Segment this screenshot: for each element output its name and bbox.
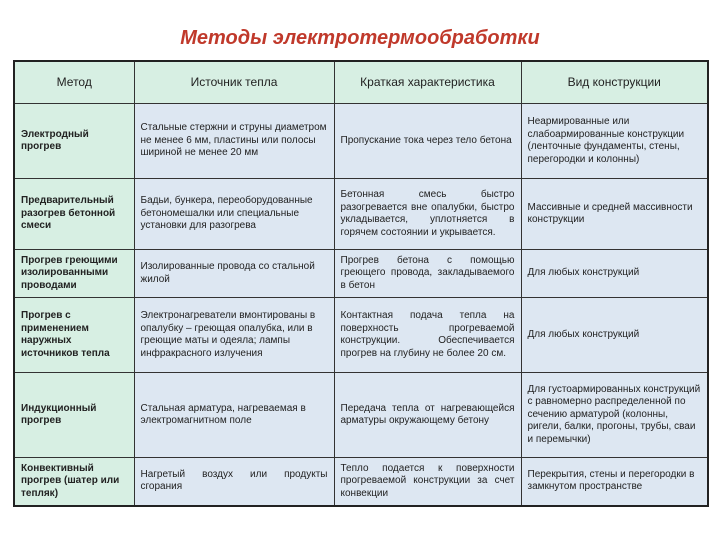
table-row [14, 179, 708, 250]
cell-method: Прогрев греющими изолированными проводами [14, 250, 134, 298]
cell-source: Изолированные провода со стальной жилой [134, 250, 334, 298]
header-source: Источник тепла [134, 61, 334, 104]
cell-method: Индукционный прогрев [14, 373, 134, 458]
cell-source: Нагретый воздух или продукты сгорания [134, 458, 334, 506]
header-method: Метод [14, 61, 134, 104]
cell-description: Тепло подается к поверхности прогреваемой конструкции за счет конвекции [334, 458, 521, 506]
cell-method: Конвективный прогрев (шатер или тепляк) [14, 458, 134, 506]
cell-construction: Для густоармированных конструкций с равномерно распределенной по сечению арматурой (колонны, ригели, балки, прогоны, трубы, сваи и перемычки) [521, 373, 708, 458]
table-row [14, 373, 708, 458]
table-header-row [14, 61, 708, 104]
cell-description: Прогрев бетона с помощью греющего провода, закладываемого в бетон [334, 250, 521, 298]
cell-construction: Для любых конструкций [521, 250, 708, 298]
cell-description: Пропускание тока через тело бетона [334, 104, 521, 179]
table-row [14, 250, 708, 298]
cell-method: Прогрев с применением наружных источников тепла [14, 298, 134, 373]
cell-description: Передача тепла от нагревающейся арматуры окружающему бетону [334, 373, 521, 458]
methods-table [13, 60, 709, 507]
page-title: Методы электротермообработки [180, 27, 540, 49]
cell-construction: Перекрытия, стены и перегородки в замкнутом пространстве [521, 458, 708, 506]
header-description: Краткая характеристика [334, 61, 521, 104]
cell-source: Электронагреватели вмонтированы в опалубку – греющая опалубка, или в греющие маты и одеяла; лампы инфракрасного излучения [134, 298, 334, 373]
cell-source: Бадьи, бункера, переоборудованные бетономешалки или специальные установки для разогрева [134, 179, 334, 250]
cell-construction: Массивные и средней массивности конструкции [521, 179, 708, 250]
cell-method: Электродный прогрев [14, 104, 134, 179]
table-row [14, 298, 708, 373]
cell-construction: Неармированные или слабоармированные конструкции (ленточные фундаменты, стены, перегородки и колонны) [521, 104, 708, 179]
cell-method: Предварительный разогрев бетонной смеси [14, 179, 134, 250]
header-construction: Вид конструкции [521, 61, 708, 104]
table-row [14, 458, 708, 506]
cell-description: Контактная подача тепла на поверхность прогреваемой конструкции. Обеспечивается прогрев на глубину не более 20 см. [334, 298, 521, 373]
cell-description: Бетонная смесь быстро разогревается вне опалубки, быстро укладывается, уплотняется в горячем состоянии и укрывается. [334, 179, 521, 250]
cell-source: Стальная арматура, нагреваемая в электромагнитном поле [134, 373, 334, 458]
table-row [14, 104, 708, 179]
cell-construction: Для любых конструкций [521, 298, 708, 373]
cell-source: Стальные стержни и струны диаметром не менее 6 мм, пластины или полосы шириной не менее 20 мм [134, 104, 334, 179]
